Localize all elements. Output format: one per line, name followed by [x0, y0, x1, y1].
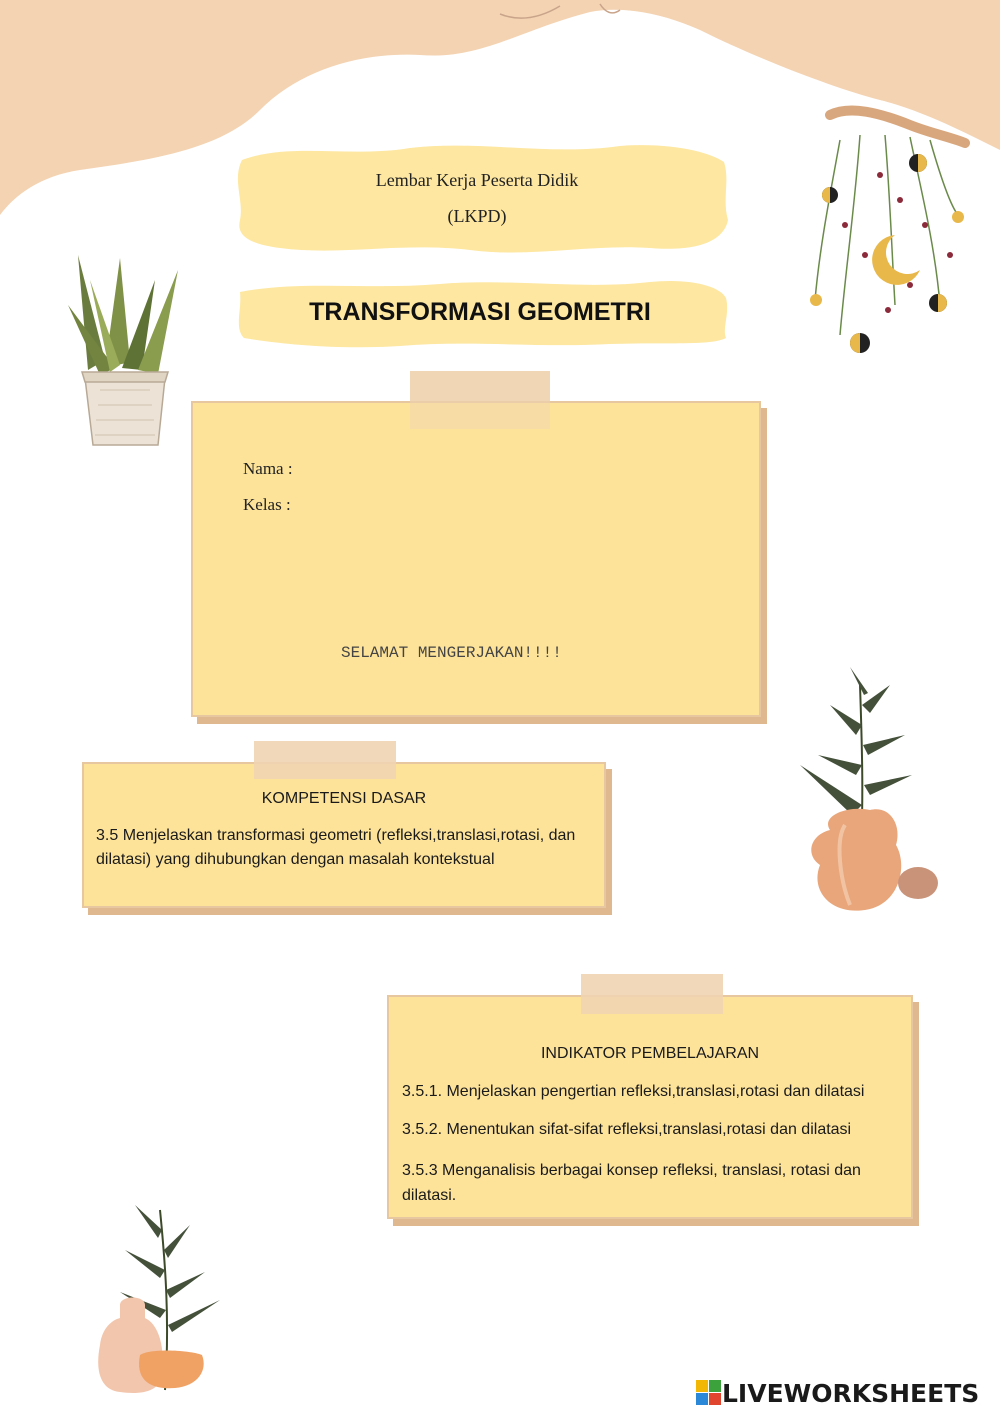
indikator-item-2: 3.5.2. Menentukan sifat-sifat refleksi,translasi,rotasi dan dilatasi	[402, 1121, 852, 1138]
page-title: TRANSFORMASI GEOMETRI	[309, 298, 651, 326]
tape-strip-kompetensi	[254, 741, 396, 779]
pot-plant-icon	[80, 1200, 240, 1400]
snake-plant-icon	[60, 250, 190, 455]
liveworksheets-logo	[696, 1378, 979, 1408]
hanging-moon-garland-icon	[800, 95, 970, 360]
subtitle-line-1: Lembar Kerja Peserta Didik	[375, 170, 579, 190]
indikator-heading: INDIKATOR PEMBELAJARAN	[540, 1045, 760, 1062]
tape-overlay-identity	[410, 371, 550, 429]
kompetensi-card	[82, 762, 606, 908]
subtitle-banner	[230, 140, 730, 260]
vase-plant-icon	[790, 665, 950, 925]
indikator-card	[387, 995, 913, 1219]
identity-card	[191, 401, 761, 717]
class-label: Kelas :	[243, 495, 291, 514]
indikator-item-1: 3.5.1. Menjelaskan pengertian refleksi,translasi,rotasi dan dilatasi	[402, 1083, 865, 1100]
kompetensi-heading: KOMPETENSI DASAR	[261, 790, 427, 807]
title-banner	[230, 278, 730, 348]
greeting-text: SELAMAT MENGERJAKAN!!!!	[341, 644, 562, 662]
subtitle-line-2: (LKPD)	[447, 206, 507, 226]
brand-name: LIVEWORKSHEETS	[722, 1378, 980, 1408]
tape-strip-indikator	[581, 974, 723, 1014]
kompetensi-text: 3.5 Menjelaskan transformasi geometri (refleksi,translasi,rotasi, dan dilatasi) yang dihubungkan dengan masalah kontekstual	[96, 827, 576, 868]
name-label: Nama :	[243, 459, 293, 478]
indikator-item-3: 3.5.3 Menganalisis berbagai konsep refleksi, translasi, rotasi dan dilatasi.	[402, 1162, 861, 1204]
liveworksheets-logo-icon	[696, 1380, 722, 1406]
banner-brush-shape	[230, 140, 730, 260]
